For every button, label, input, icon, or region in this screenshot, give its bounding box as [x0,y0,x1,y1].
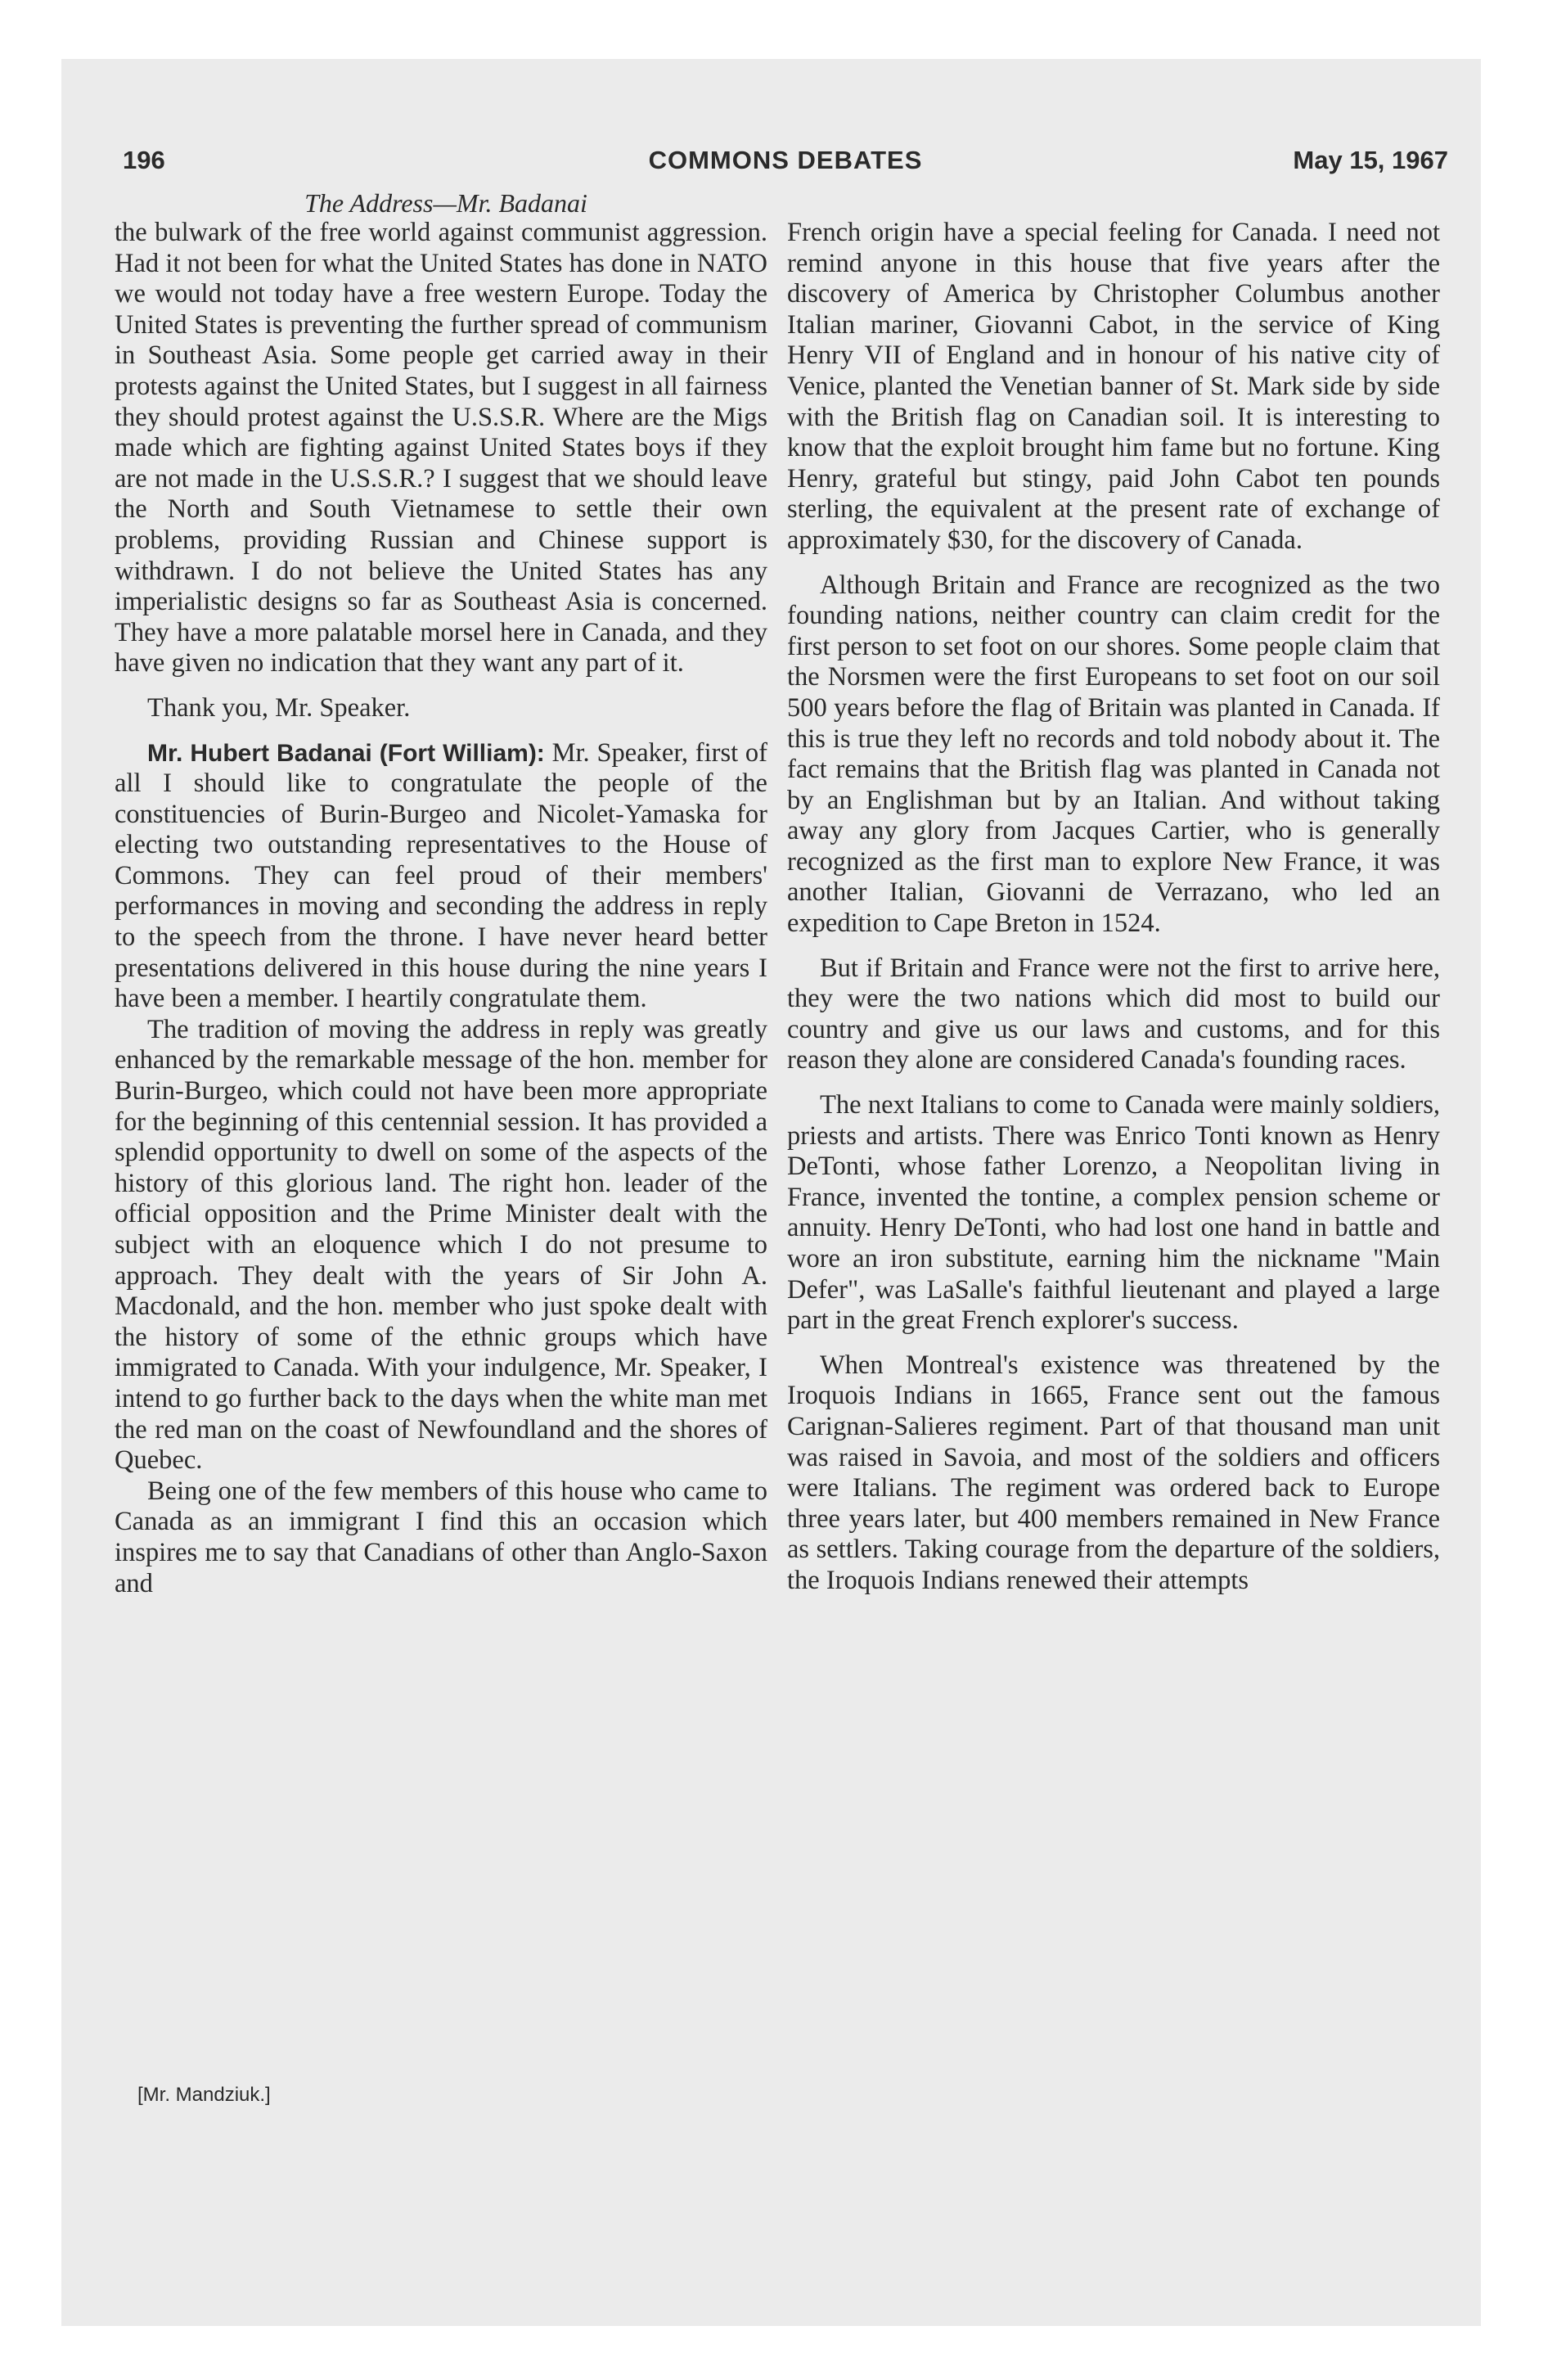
page-number: 196 [123,146,165,174]
paragraph-text: Mr. Speaker, first of all I should like to congratulate the people of the constituencies of Burin-Burgeo and Nicolet-Yamaska for electing two outstanding representatives to the House of Commons. They can feel proud of their members' performances in moving and seconding the address in reply to the speech from the throne. I have never heard better presentations delivered in this house during the nine years I have been a member. I heartily congratulate them. [115,737,768,1014]
paragraph: French origin have a special feeling for Canada. I need not remind anyone in this house that five years after the discovery of America by Christopher Columbus another Italian mariner, Giovanni Cabot, in the service of King Henry VII of England and in honour of his native city of Venice, planted the Venetian banner of St. Mark side by side with the British flag on Canadian soil. It is interesting to know that the exploit brought him fame but no fortune. King Henry, grateful but stingy, paid John Cabot ten pounds sterling, the equivalent at the present rate of exchange of approximately $30, for the discovery of Canada. [787,218,1440,555]
speaker-name: Mr. Hubert Badanai (Fort William): [147,739,545,767]
paragraph: But if Britain and France were not the first to arrive here, they were the two nations which did most to build our country and give us our laws and customs, and for this reason they alone are considered Canada's founding races. [787,953,1440,1075]
footnote: [Mr. Mandziuk.] [137,2084,271,2106]
paragraph: Thank you, Mr. Speaker. [147,692,411,723]
paragraph: the bulwark of the free world against communist aggression. Had it not been for what the United States has done in NATO we would not today have a free western Europe. Today the United States is preventing the further spread of communism in Southeast Asia. Some people get carried away in their protests against the United States, but I suggest in all fairness they should protest against the U.S.S.R. Where are the Migs made which are fighting against United States boys if they are not made in the U.S.S.R.? I suggest that we should leave the North and South Vietnamese to settle their own problems, providing Russian and Chinese support is withdrawn. I do not believe the United States has any imperialistic designs so far as Southeast Asia is concerned. They have a more palatable morsel here in Canada, and they have given no indication that they want any part of it. [115,218,767,678]
left-column [115,218,767,1599]
publication-title: COMMONS DEBATES [648,146,923,174]
paragraph: The tradition of moving the address in reply was greatly enhanced by the remarkable message of the hon. member for Burin-Burgeo, which could not have been more appropriate for the beginning of this centennial session. It has provided a splendid opportunity to dwell on some of the aspects of the history of this glorious land. The right hon. leader of the official opposition and the Prime Minister dealt with the subject with an eloquence which I do not presume to approach. They dealt with the years of Sir John A. Macdonald, and the hon. member who just spoke dealt with the history of some of the ethnic groups which have immigrated to Canada. With your indulgence, Mr. Speaker, I intend to go further back to the days when the white man met the red man on the coast of Newfoundland and the shores of Quebec. [115,1014,767,1476]
paragraph: Although Britain and France are recognized as the two founding nations, neither country can claim credit for the first person to set foot on our shores. Some people claim that the Norsmen were the first Europeans to set foot on our soil 500 years before the flag of Britain was planted in Canada. If this is true they left no records and told nobody about it. The fact remains that the British flag was planted in Canada not by an Englishman but by an Italian. And without taking away any glory from Jacques Cartier, who is generally recognized as the first man to explore New France, it was another Italian, Giovanni de Verrazano, who led an expedition to Cape Breton in 1524. [787,570,1440,939]
paragraph: The next Italians to come to Canada were mainly soldiers, priests and artists. There was Enrico Tonti known as Henry DeTonti, whose father Lorenzo, a Neopolitan living in France, invented the tontine, a complex pension scheme or annuity. Henry DeTonti, who had lost one hand in battle and wore an iron substitute, earning him the nickname "Main Defer", was LaSalle's faithful lieutenant and played a large part in the great French explorer's success. [787,1090,1440,1336]
issue-date: May 15, 1967 [1293,146,1448,174]
section-subheading: The Address—Mr. Badanai [304,188,587,218]
speaker-paragraph [115,738,767,1015]
paragraph: Being one of the few members of this house who came to Canada as an immigrant I find this an occasion which inspires me to say that Canadians of other than Anglo-Saxon and [115,1476,767,1598]
page-header [123,146,1448,178]
right-column [787,218,1440,1597]
paragraph: When Montreal's existence was threatened by the Iroquois Indians in 1665, France sent out the famous Carignan-Salieres regiment. Part of that thousand man unit was raised in Savoia, and most of the soldiers and officers were Italians. The regiment was ordered back to Europe three years later, but 400 members remained in New France as settlers. Taking courage from the departure of the soldiers, the Iroquois Indians renewed their attempts [787,1350,1440,1595]
